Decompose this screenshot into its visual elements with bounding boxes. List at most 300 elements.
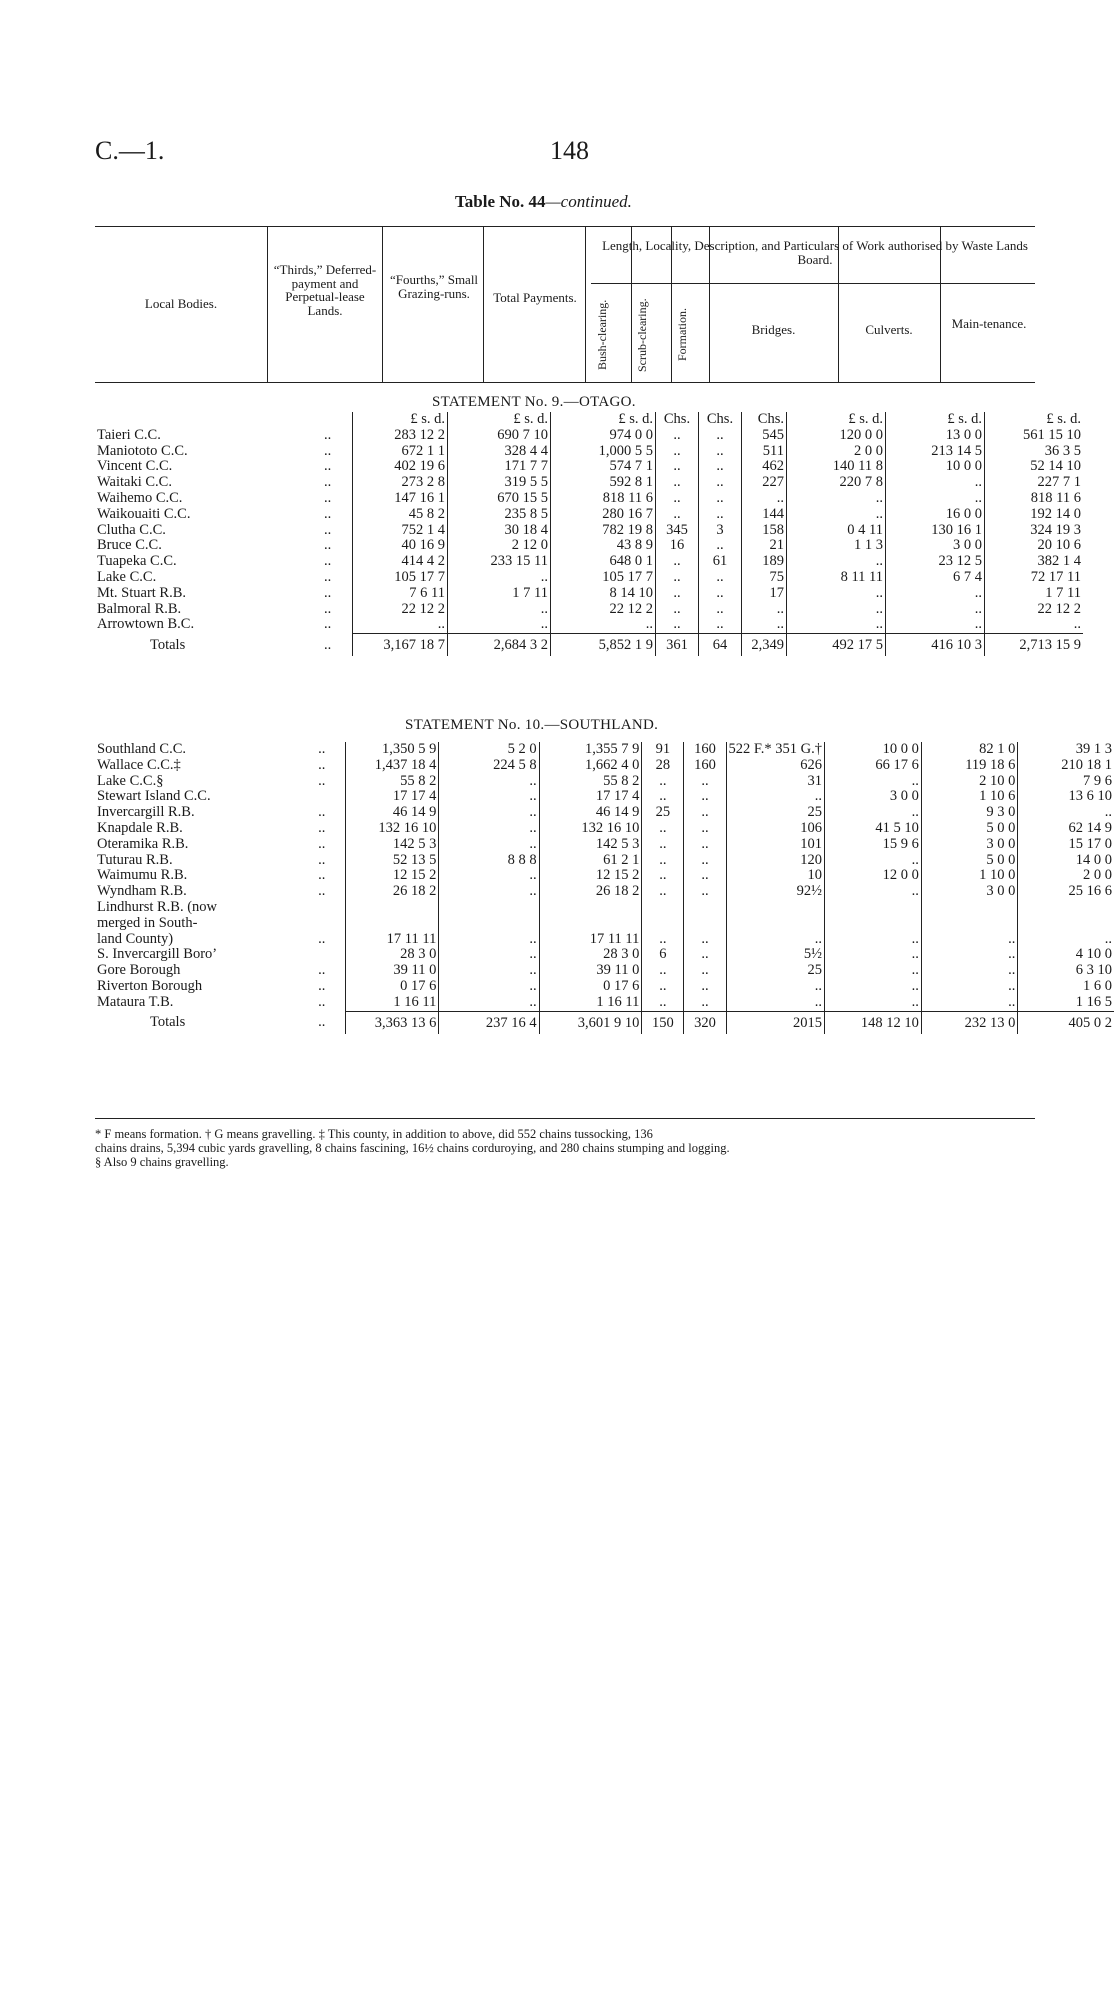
leader-dots: ..: [324, 442, 332, 459]
table-title-main: Table No. 44: [455, 192, 546, 211]
table-cell: 5½: [726, 947, 825, 963]
table-cell: ..: [684, 947, 726, 963]
table-cell: ..: [684, 853, 726, 869]
table-cell: ..: [684, 868, 726, 884]
local-body-name: Bruce C.C.: [97, 537, 162, 554]
table-row: [95, 554, 1083, 570]
table-cell: 283 12 2: [353, 428, 448, 444]
table-cell: 818 11 6: [551, 491, 656, 507]
table-cell: ..: [699, 570, 742, 586]
page-number: 148: [550, 136, 589, 165]
table-cell: £ s. d.: [886, 412, 985, 428]
table-cell: 1 10 6: [921, 789, 1018, 805]
local-body-name: Taieri C.C.: [97, 426, 161, 443]
table-cell: ..: [353, 617, 448, 633]
table-cell: 220 7 8: [787, 475, 886, 491]
leader-dots: ..: [318, 851, 326, 868]
table-cell: [684, 900, 726, 916]
table-cell: ..: [656, 491, 699, 507]
table-cell: ..: [787, 554, 886, 570]
table-cell: ..: [656, 586, 699, 602]
table-cell: ..: [656, 475, 699, 491]
table-cell: £ s. d.: [985, 412, 1084, 428]
leader-dots: ..: [318, 741, 326, 757]
table-cell: [726, 900, 825, 916]
table-row: [95, 837, 1114, 853]
table-cell: 1 16 11: [539, 995, 642, 1011]
table-cell: ..: [886, 475, 985, 491]
table-cell: 592 8 1: [551, 475, 656, 491]
table-cell: 0 17 6: [345, 979, 438, 995]
table-cell: 3 0 0: [921, 837, 1018, 853]
local-body-name: Tuturau R.B.: [97, 851, 173, 868]
table-cell: 280 16 7: [551, 507, 656, 523]
table-cell: [539, 916, 642, 932]
table-cell: 5 0 0: [921, 821, 1018, 837]
leader-dots: ..: [324, 568, 332, 585]
table-cell: 171 7 7: [448, 459, 551, 475]
table-cell: ..: [439, 884, 539, 900]
table-cell: 66 17 6: [825, 758, 922, 774]
table-cell: ..: [439, 868, 539, 884]
table-cell: 40 16 9: [353, 538, 448, 554]
table-row: [95, 459, 1083, 475]
table-cell: 142 5 3: [345, 837, 438, 853]
local-body-name: Totals: [150, 636, 186, 653]
table-cell: 52 14 10: [985, 459, 1084, 475]
table-cell: 144: [742, 507, 787, 523]
table-cell: ..: [656, 570, 699, 586]
table-cell: 92½: [726, 884, 825, 900]
table-row: [95, 507, 1083, 523]
totals-row: [95, 1011, 1114, 1034]
table-row: [95, 491, 1083, 507]
table-cell: 414 4 2: [353, 554, 448, 570]
local-body-name: [95, 412, 322, 428]
table-cell: 1,662 4 0: [539, 758, 642, 774]
table-cell: ..: [699, 459, 742, 475]
table-cell: 224 5 8: [439, 758, 539, 774]
table-cell: ..: [699, 586, 742, 602]
table-cell: 14 0 0: [1018, 853, 1114, 869]
table-cell: 148 12 10: [825, 1011, 922, 1034]
table-row: [95, 570, 1083, 586]
table-cell: ..: [787, 586, 886, 602]
leader-dots: ..: [318, 867, 326, 884]
table-cell: 91: [642, 742, 684, 758]
local-body-name: Clutha C.C.: [97, 521, 166, 538]
leader-dots: ..: [318, 756, 326, 773]
leader-dots: ..: [318, 772, 326, 789]
table-cell: £ s. d.: [353, 412, 448, 428]
table-cell: ..: [684, 805, 726, 821]
statement-otago-title: STATEMENT No. 9.—OTAGO.: [432, 394, 636, 410]
table-cell: ..: [699, 602, 742, 618]
footnotes: [95, 1127, 1045, 1169]
table-cell: ..: [656, 444, 699, 460]
table-cell: ..: [825, 805, 922, 821]
local-body-name: Tuapeka C.C.: [97, 553, 177, 570]
table-cell: 7 6 11: [353, 586, 448, 602]
table-row: [95, 602, 1083, 618]
table-cell: Chs.: [742, 412, 787, 428]
table-cell: 16: [656, 538, 699, 554]
table-cell: 140 11 8: [787, 459, 886, 475]
table-cell: ..: [787, 617, 886, 633]
table-cell: 25: [726, 963, 825, 979]
table-cell: 670 15 5: [448, 491, 551, 507]
leader-dots: ..: [324, 458, 332, 475]
table-cell: 2,713 15 9: [985, 634, 1084, 657]
local-body-name: Lake C.C.§: [97, 772, 164, 789]
table-row: [95, 428, 1083, 444]
table-cell: ..: [787, 491, 886, 507]
table-cell: 0 17 6: [539, 979, 642, 995]
table-row: [95, 932, 1114, 948]
table-cell: ..: [825, 995, 922, 1011]
table-cell: ..: [439, 789, 539, 805]
table-cell: 1 7 11: [448, 586, 551, 602]
table-cell: 10: [726, 868, 825, 884]
table-row: [95, 995, 1114, 1011]
table-cell: 1,000 5 5: [551, 444, 656, 460]
leader-dots: ..: [318, 804, 326, 821]
leader-dots: ..: [324, 521, 332, 538]
table-cell: 45 8 2: [353, 507, 448, 523]
table-cell: ..: [642, 979, 684, 995]
table-cell: ..: [642, 853, 684, 869]
table-cell: 6 7 4: [886, 570, 985, 586]
southland-table: [95, 742, 1114, 1034]
table-cell: 192 14 0: [985, 507, 1084, 523]
table-cell: 818 11 6: [985, 491, 1084, 507]
table-cell: £ s. d.: [787, 412, 886, 428]
table-row: [95, 758, 1114, 774]
table-cell: 39 11 0: [539, 963, 642, 979]
table-cell: ..: [684, 821, 726, 837]
table-cell: ..: [656, 459, 699, 475]
table-cell: 4 10 0: [1018, 947, 1114, 963]
table-row: [95, 884, 1114, 900]
table-cell: ..: [642, 995, 684, 1011]
table-cell: £ s. d.: [448, 412, 551, 428]
table-cell: ..: [439, 837, 539, 853]
table-cell: ..: [448, 617, 551, 633]
table-cell: 119 18 6: [921, 758, 1018, 774]
table-cell: [642, 900, 684, 916]
table-cell: 55 8 2: [539, 774, 642, 790]
table-cell: ..: [642, 789, 684, 805]
table-cell: 522 F.* 351 G.†: [726, 742, 825, 758]
local-body-name: Lindhurst R.B. (now: [97, 898, 218, 915]
header-scrub-clearing: Scrub-clearing.: [635, 298, 649, 372]
table-row: [95, 916, 1114, 932]
table-cell: 237 16 4: [439, 1011, 539, 1034]
table-cell: [642, 916, 684, 932]
header-total-payments: Total Payments.: [493, 290, 577, 305]
table-cell: 75: [742, 570, 787, 586]
table-cell: 1,350 5 9: [345, 742, 438, 758]
table-cell: ..: [642, 821, 684, 837]
table-cell: 23 12 5: [886, 554, 985, 570]
table-row: [95, 774, 1114, 790]
table-cell: 382 1 4: [985, 554, 1084, 570]
table-cell: 82 1 0: [921, 742, 1018, 758]
table-cell: ..: [439, 963, 539, 979]
table-cell: 20 10 6: [985, 538, 1084, 554]
table-cell: 25: [642, 805, 684, 821]
table-row: [95, 979, 1114, 995]
table-cell: [1018, 916, 1114, 932]
table-cell: 22 12 2: [985, 602, 1084, 618]
table-cell: ..: [699, 444, 742, 460]
table-cell: 2,349: [742, 634, 787, 657]
table-cell: 46 14 9: [539, 805, 642, 821]
table-cell: 328 4 4: [448, 444, 551, 460]
header-bridges: Bridges.: [751, 322, 796, 337]
table-cell: 361: [656, 634, 699, 657]
leader-dots: ..: [324, 600, 332, 617]
table-cell: 626: [726, 758, 825, 774]
table-cell: 21: [742, 538, 787, 554]
table-cell: 28: [642, 758, 684, 774]
leader-dots: ..: [324, 426, 332, 443]
table-cell: 1,355 7 9: [539, 742, 642, 758]
table-cell: 402 19 6: [353, 459, 448, 475]
table-cell: [921, 916, 1018, 932]
table-cell: 17 11 11: [539, 932, 642, 948]
table-cell: ..: [921, 963, 1018, 979]
table-cell: ..: [656, 428, 699, 444]
header-fourths: “Fourths,” Small Grazing-runs.: [389, 272, 479, 301]
local-body-name: Riverton Borough: [97, 977, 203, 994]
local-body-name: Waitaki C.C.: [97, 474, 172, 491]
table-cell: ..: [825, 979, 922, 995]
table-cell: ..: [684, 884, 726, 900]
table-cell: 5,852 1 9: [551, 634, 656, 657]
table-cell: 10 0 0: [825, 742, 922, 758]
table-row: [95, 853, 1114, 869]
local-body-name: Stewart Island C.C.: [97, 788, 211, 805]
table-cell: ..: [787, 507, 886, 523]
table-cell: 1 10 0: [921, 868, 1018, 884]
header-thirds: “Thirds,” Deferred-payment and Perpetual-lease Lands.: [273, 262, 377, 318]
leader-dots: ..: [324, 505, 332, 522]
local-body-name: Vincent C.C.: [97, 458, 173, 475]
table-cell: Chs.: [699, 412, 742, 428]
table-cell: ..: [1018, 932, 1114, 948]
table-cell: 213 14 5: [886, 444, 985, 460]
table-cell: [345, 900, 438, 916]
table-cell: 12 15 2: [539, 868, 642, 884]
header-bush-clearing: Bush-clearing.: [595, 299, 609, 371]
table-cell: ..: [642, 774, 684, 790]
local-body-name: Lake C.C.: [97, 568, 157, 585]
table-cell: [439, 900, 539, 916]
table-cell: 974 0 0: [551, 428, 656, 444]
leader-dots: [316, 900, 345, 916]
column-header: [95, 226, 1035, 383]
table-cell: 690 7 10: [448, 428, 551, 444]
table-cell: ..: [656, 602, 699, 618]
table-cell: 492 17 5: [787, 634, 886, 657]
table-cell: 672 1 1: [353, 444, 448, 460]
table-cell: 17 17 4: [539, 789, 642, 805]
table-cell: 227: [742, 475, 787, 491]
leader-dots: [316, 789, 345, 805]
table-row: [95, 868, 1114, 884]
table-cell: ..: [699, 507, 742, 523]
table-cell: 2 0 0: [787, 444, 886, 460]
table-cell: 511: [742, 444, 787, 460]
table-cell: 574 7 1: [551, 459, 656, 475]
table-cell: 9 3 0: [921, 805, 1018, 821]
table-row: [95, 963, 1114, 979]
table-cell: 1 16 5: [1018, 995, 1114, 1011]
table-cell: 105 17 7: [551, 570, 656, 586]
table-cell: 36 3 5: [985, 444, 1084, 460]
table-cell: 416 10 3: [886, 634, 985, 657]
header-work-particulars: Length, Locality, Description, and Particulars of Work authorised by Waste Lands Board.: [602, 238, 1028, 267]
local-body-name: Wyndham R.B.: [97, 883, 187, 900]
table-title: [455, 192, 632, 212]
table-row: [95, 821, 1114, 837]
table-cell: 64: [699, 634, 742, 657]
table-cell: ..: [684, 837, 726, 853]
footnote-line: § Also 9 chains gravelling.: [95, 1155, 229, 1169]
header-culverts: Culverts.: [865, 322, 913, 337]
table-cell: ..: [551, 617, 656, 633]
table-cell: 3 0 0: [825, 789, 922, 805]
table-cell: ..: [439, 979, 539, 995]
table-cell: ..: [726, 789, 825, 805]
table-cell: ..: [921, 932, 1018, 948]
local-body-name: Waihemo C.C.: [97, 489, 183, 506]
table-cell: ..: [825, 947, 922, 963]
table-cell: 26 18 2: [345, 884, 438, 900]
local-body-name: Gore Borough: [97, 962, 181, 979]
table-cell: £ s. d.: [551, 412, 656, 428]
table-cell: ..: [699, 491, 742, 507]
table-cell: 46 14 9: [345, 805, 438, 821]
table-cell: 1 1 3: [787, 538, 886, 554]
table-cell: ..: [921, 947, 1018, 963]
table-cell: 22 12 2: [551, 602, 656, 618]
local-body-name: Mt. Stuart R.B.: [97, 584, 187, 601]
table-row: [95, 444, 1083, 460]
table-cell: [539, 900, 642, 916]
table-cell: 28 3 0: [539, 947, 642, 963]
table-cell: ..: [726, 995, 825, 1011]
local-body-name: Waikouaiti C.C.: [97, 505, 191, 522]
leader-dots: [316, 947, 345, 963]
table-cell: 324 19 3: [985, 523, 1084, 539]
table-cell: 26 18 2: [539, 884, 642, 900]
leader-dots: ..: [318, 962, 326, 979]
table-cell: 15 9 6: [825, 837, 922, 853]
table-cell: ..: [742, 491, 787, 507]
table-row: [95, 475, 1083, 491]
table-cell: 2 0 0: [1018, 868, 1114, 884]
table-cell: 1,437 18 4: [345, 758, 438, 774]
table-cell: 30 18 4: [448, 523, 551, 539]
local-body-name: Arrowtown B.C.: [97, 616, 195, 633]
table-row: [95, 789, 1114, 805]
table-cell: Chs.: [656, 412, 699, 428]
table-cell: 2015: [726, 1011, 825, 1034]
table-cell: 1 7 11: [985, 586, 1084, 602]
table-cell: 39 1 3: [1018, 742, 1114, 758]
table-cell: ..: [787, 602, 886, 618]
table-cell: ..: [448, 602, 551, 618]
table-cell: 232 13 0: [921, 1011, 1018, 1034]
table-cell: 132 16 10: [539, 821, 642, 837]
table-cell: 25: [726, 805, 825, 821]
table-cell: ..: [448, 570, 551, 586]
table-cell: 62 14 9: [1018, 821, 1114, 837]
table-cell: 105 17 7: [353, 570, 448, 586]
table-cell: ..: [439, 995, 539, 1011]
table-row: [95, 947, 1114, 963]
leader-dots: ..: [318, 835, 326, 852]
local-body-name: land County): [97, 930, 174, 947]
table-cell: ..: [825, 774, 922, 790]
leader-dots: ..: [318, 819, 326, 836]
table-cell: ..: [726, 979, 825, 995]
table-cell: ..: [439, 947, 539, 963]
table-cell: ..: [825, 884, 922, 900]
table-cell: 235 8 5: [448, 507, 551, 523]
leader-dots: ..: [324, 553, 332, 570]
table-cell: ..: [825, 932, 922, 948]
table-row: [95, 586, 1083, 602]
table-cell: 17 17 4: [345, 789, 438, 805]
table-cell: 273 2 8: [353, 475, 448, 491]
table-cell: ..: [439, 774, 539, 790]
table-cell: 28 3 0: [345, 947, 438, 963]
table-cell: 345: [656, 523, 699, 539]
table-cell: 61 2 1: [539, 853, 642, 869]
table-cell: 462: [742, 459, 787, 475]
table-cell: ..: [699, 538, 742, 554]
local-body-name: Balmoral R.B.: [97, 600, 182, 617]
table-cell: 320: [684, 1011, 726, 1034]
table-cell: ..: [684, 963, 726, 979]
table-cell: ..: [684, 979, 726, 995]
table-cell: ..: [656, 617, 699, 633]
table-cell: 8 11 11: [787, 570, 886, 586]
table-cell: 142 5 3: [539, 837, 642, 853]
leader-dots: ..: [324, 616, 332, 633]
table-cell: ..: [642, 837, 684, 853]
table-cell: 158: [742, 523, 787, 539]
table-cell: 12 0 0: [825, 868, 922, 884]
table-title-suffix: —continued.: [545, 192, 632, 211]
document-code: C.—1.: [95, 136, 165, 165]
table-cell: 5 0 0: [921, 853, 1018, 869]
table-cell: [726, 916, 825, 932]
table-cell: 233 15 11: [448, 554, 551, 570]
table-cell: 120: [726, 853, 825, 869]
table-cell: 8 8 8: [439, 853, 539, 869]
table-cell: 2 10 0: [921, 774, 1018, 790]
page-header: [95, 136, 1035, 176]
leader-dots: ..: [318, 1014, 326, 1031]
table-cell: 189: [742, 554, 787, 570]
table-cell: 132 16 10: [345, 821, 438, 837]
table-cell: ..: [921, 995, 1018, 1011]
table-cell: 5 2 0: [439, 742, 539, 758]
